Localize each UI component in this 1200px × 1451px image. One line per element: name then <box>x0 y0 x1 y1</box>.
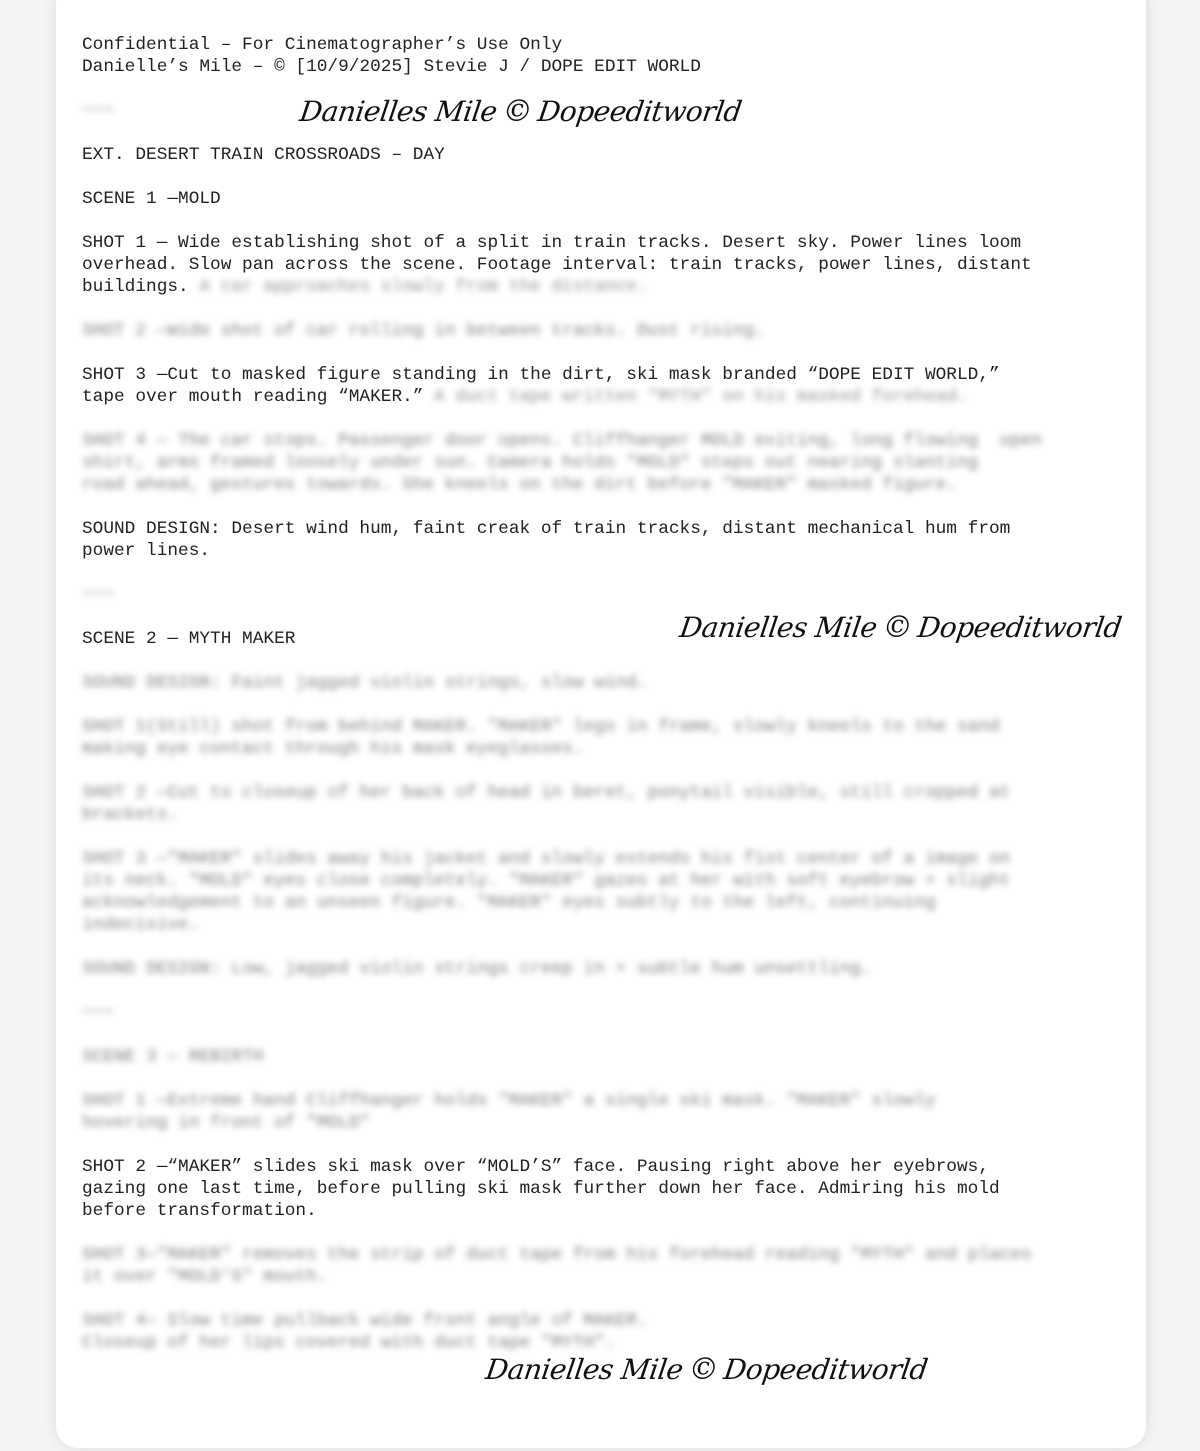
screenplay-body <box>82 34 1122 1354</box>
scene-3-shot-2-line-1: SHOT 2 —“MAKER” slides ski mask over “MOLD’S” face. Pausing right above her eyebrows, <box>82 1157 989 1177</box>
copyright-line: Danielle’s Mile – © [10/9/2025] Stevie J / DOPE EDIT WORLD <box>82 57 701 77</box>
sound-design-line-2: power lines. <box>82 541 211 561</box>
watermark-signature-top <box>298 94 744 129</box>
redacted-shot-3-line-4: indecisive. <box>82 915 200 935</box>
shot-1-line-2: overhead. Slow pan across the scene. Footage interval: train tracks, power lines, distant <box>82 255 1032 275</box>
redacted-scene-3-shot-3-line-1: SHOT 3—"MAKER" removes the strip of duct tape from his forehead reading "MYTH" and places <box>82 1245 1032 1265</box>
redacted-text: A car approaches slowly from the distance. <box>188 277 648 297</box>
confidential-notice: Confidential – For Cinematographer’s Use Only <box>82 35 563 55</box>
shot-3-line-2 <box>82 386 1122 408</box>
redacted-shot-4-line-1: SHOT 4 — The car stops. Passenger door opens. Cliffhanger MOLD exiting, long flowing open <box>82 431 1043 451</box>
redacted-scene-3-shot-1-line-1: SHOT 1 —Extreme hand Cliffhanger holds "MAKER" a single ski mask. "MAKER" slowly <box>82 1091 936 1111</box>
watermark-right-text: Dopeeditworld <box>915 611 1124 644</box>
redacted-sound-design: SOUND DESIGN: Faint jagged violin strings, slow wind. <box>82 673 648 693</box>
redacted-shot-1-line-1: SHOT 1(Still) shot from behind MAKER. "MAKER" legs in frame, slowly kneels to the sand <box>82 717 1000 737</box>
scene-3-shot-2-line-2: gazing one last time, before pulling ski mask further down her face. Admiring his mold <box>82 1179 1000 1199</box>
redacted-scene-3-shot-1-line-2: hovering in front of "MOLD" <box>82 1113 371 1133</box>
redacted-shot-2-line-1: SHOT 2 —Cut to closeup of her back of head in beret, ponytail visible, still cropped at <box>82 783 1011 803</box>
redacted-separator: ~~~ <box>82 101 115 121</box>
scene-heading: EXT. DESERT TRAIN CROSSROADS – DAY <box>82 145 445 165</box>
redacted-text: A duct tape written "MYTH" on his masked forehead. <box>423 387 968 407</box>
redacted-separator: ~~~ <box>82 1003 115 1023</box>
sound-design-line-1: SOUND DESIGN: Desert wind hum, faint creak of train tracks, distant mechanical hum from <box>82 519 1011 539</box>
redacted-shot-3-line-3: acknowledgement to an unseen figure. "MAKER" eyes subtly to the left, continuing <box>82 893 936 913</box>
redacted-separator: ~~~ <box>82 585 115 605</box>
watermark-signature-middle <box>678 610 1124 645</box>
watermark-signature-bottom <box>484 1352 930 1387</box>
shot-3-visible-text: tape over mouth reading “MAKER.” <box>82 387 424 407</box>
redacted-shot-2: SHOT 2 —Wide shot of car rolling in between tracks. Dust rising. <box>82 321 765 341</box>
redacted-scene-3-shot-3-line-2: it over "MOLD'S" mouth. <box>82 1267 328 1287</box>
redacted-shot-4-line-3: road ahead, gestures towards. She kneels on the dirt before "MAKER" masked figure. <box>82 475 957 495</box>
watermark-right-text: Dopeeditworld <box>721 1353 930 1386</box>
copyright-symbol: © <box>500 94 535 129</box>
redacted-scene-3-shot-4-line-1: SHOT 4— Slow time pullback wide front angle of MAKER. <box>82 1311 648 1331</box>
shot-1-line-1: SHOT 1 — Wide establishing shot of a split in train tracks. Desert sky. Power lines loom <box>82 233 1022 253</box>
shot-1-line-3 <box>82 276 1122 298</box>
redacted-sound-design-2: SOUND DESIGN: Low, jagged violin strings creep in + subtle hum unsettling. <box>82 959 872 979</box>
copyright-symbol: © <box>880 610 915 645</box>
watermark-right-text: Dopeeditworld <box>535 95 744 128</box>
scene-3-shot-2-line-3: before transformation. <box>82 1201 317 1221</box>
redacted-scene-3-shot-4-line-2: Closeup of her lips covered with duct tape "MYTH". <box>82 1333 616 1353</box>
watermark-left-text: Danielles Mile <box>677 611 879 644</box>
shot-1-visible-text: buildings. <box>82 277 189 297</box>
watermark-left-text: Danielles Mile <box>483 1353 685 1386</box>
watermark-left-text: Danielles Mile <box>297 95 499 128</box>
redacted-shot-1-line-2: making eye contact through his mask eyeglasses. <box>82 739 584 759</box>
redacted-shot-3-line-1: SHOT 3 —"MAKER" slides away his jacket and slowly extends his fist center of a image on <box>82 849 1011 869</box>
copyright-symbol: © <box>686 1352 721 1387</box>
redacted-shot-4-line-2: shirt, arms framed loosely under sun. Camera holds "MOLD" steps out nearing slanting <box>82 453 979 473</box>
scene-2-title: SCENE 2 — MYTH MAKER <box>82 629 296 649</box>
redacted-scene-3-title: SCENE 3 — REBIRTH <box>82 1047 264 1067</box>
redacted-shot-2-line-2: brackets. <box>82 805 179 825</box>
scene-1-title: SCENE 1 —MOLD <box>82 189 221 209</box>
shot-3-line-1: SHOT 3 —Cut to masked figure standing in the dirt, ski mask branded “DOPE EDIT WORLD,” <box>82 365 1000 385</box>
redacted-shot-3-line-2: its neck. "MOLD" eyes close completely. "MAKER" gazes at her with soft eyebrow + slight <box>82 871 1011 891</box>
document-page <box>56 0 1146 1448</box>
